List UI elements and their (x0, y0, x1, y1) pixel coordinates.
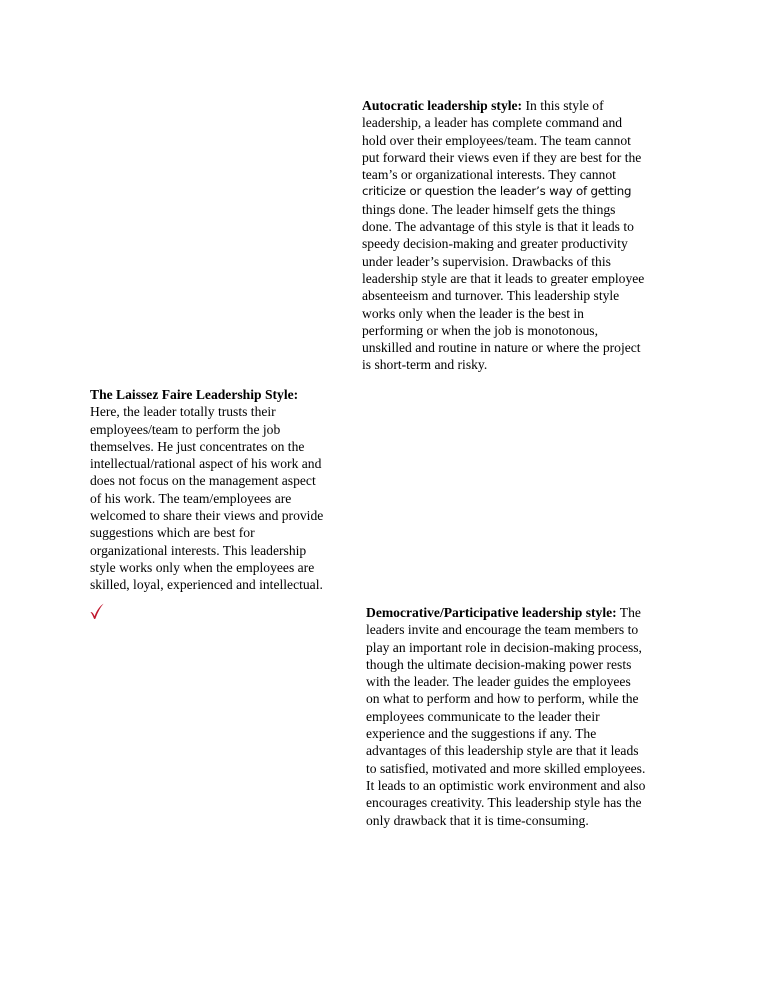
democratic-line-2: leaders invite and encourage the team members to (366, 622, 639, 638)
laissez-line-10: style works only when the employees are (90, 559, 315, 575)
laissez-line-5: does not focus on the management aspect (90, 473, 316, 489)
autocratic-line-5: team’s or organizational interests. They cannot (362, 167, 616, 183)
democratic-line-10: to satisfied, motivated and more skilled employees. (366, 760, 646, 776)
autocratic-line-14: performing or when the job is monotonous, (362, 322, 598, 338)
autocratic-line-1 (362, 97, 644, 114)
autocratic-line-9: speedy decision-making and greater productivity (362, 236, 628, 252)
democratic-line-13: only drawback that it is time-consuming. (366, 812, 589, 828)
democratic-line-8: experience and the suggestions if any. The (366, 726, 597, 742)
autocratic-line-6: criticize or question the leader’s way of getting (362, 184, 632, 199)
autocratic-line-11: leadership style are that it leads to greater employee (362, 270, 645, 286)
laissez-line-1: Here, the leader totally trusts their (90, 404, 276, 420)
autocratic-line-7: things done. The leader himself gets the things (362, 201, 616, 217)
democratic-line-11: It leads to an optimistic work environment and also (366, 777, 646, 793)
laissez-line-8: suggestions which are best for (90, 525, 255, 541)
autocratic-paragraph (362, 97, 644, 374)
democratic-line-6: on what to perform and how to perform, while the (366, 691, 639, 707)
democratic-line-1-text: The (616, 605, 641, 620)
autocratic-line-2: leadership, a leader has complete command and (362, 115, 623, 131)
democratic-line-9: advantages of this leadership style are that it leads (366, 743, 639, 759)
laissez-line-3: themselves. He just concentrates on the (90, 438, 305, 454)
autocratic-line-4: put forward their views even if they are best for the (362, 149, 642, 165)
autocratic-line-3: hold over their employees/team. The team cannot (362, 132, 631, 148)
autocratic-line-1-text: In this style of (522, 98, 604, 113)
laissez-line-9: organizational interests. This leadership (90, 542, 307, 558)
autocratic-line-12: absenteeism and turnover. This leadership style (362, 288, 620, 304)
democratic-heading: Democrative/Participative leadership style: (366, 605, 617, 620)
democratic-paragraph (366, 604, 645, 829)
autocratic-line-15: unskilled and routine in nature or where the project (362, 340, 641, 356)
democratic-line-5: with the leader. The leader guides the employees (366, 674, 631, 690)
autocratic-line-13: works only when the leader is the best in (362, 305, 584, 321)
democratic-line-7: employees communicate to the leader their (366, 708, 600, 724)
democratic-line-12: encourages creativity. This leadership style has the (366, 795, 642, 811)
democratic-line-4: though the ultimate decision-making power rests (366, 656, 632, 672)
laissez-line-6: of his work. The team/employees are (90, 490, 292, 506)
laissez-faire-paragraph (90, 386, 323, 594)
autocratic-line-10: under leader’s supervision. Drawbacks of this (362, 253, 611, 269)
checkmark-icon (89, 602, 105, 620)
laissez-faire-heading: The Laissez Faire Leadership Style: (90, 387, 299, 402)
democratic-line-1 (366, 604, 645, 621)
laissez-line-2: employees/team to perform the job (90, 421, 281, 437)
autocratic-line-16: is short-term and risky. (362, 357, 488, 373)
autocratic-heading: Autocratic leadership style: (362, 98, 523, 113)
laissez-line-7: welcomed to share their views and provide (90, 508, 324, 524)
autocratic-line-8: done. The advantage of this style is that it leads to (362, 219, 634, 235)
democratic-line-3: play an important role in decision-making process, (366, 639, 642, 655)
laissez-line-4: intellectual/rational aspect of his work and (90, 456, 322, 472)
laissez-line-11: skilled, loyal, experienced and intellectual. (90, 577, 323, 593)
